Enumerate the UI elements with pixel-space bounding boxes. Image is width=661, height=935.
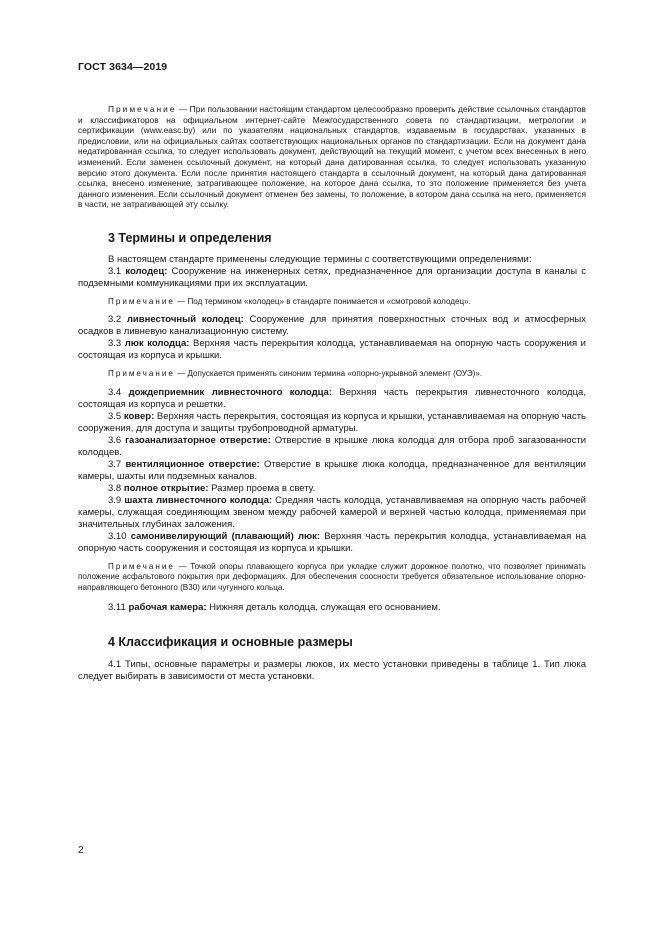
- term-3-1: [78, 266, 586, 290]
- term-definition: Верхняя часть перекрытия, состоящая из корпуса и крышки, устанавливаемая на опорную часть сооружения, для доступа и защиты трубопроводной арматуры.: [78, 410, 586, 434]
- term-number: 3.6: [108, 434, 126, 446]
- section-4-title: 4 Классификация и основные размеры: [108, 634, 353, 649]
- term-3-4: [78, 387, 586, 411]
- term-3-6: [78, 435, 586, 459]
- term-number: 3.1: [108, 265, 126, 277]
- note-label: Примечание: [108, 561, 175, 571]
- page-number: 2: [78, 845, 84, 856]
- term-number: 3.11: [108, 601, 129, 613]
- term-definition: Средняя часть колодца, устанавливаемая на опорную часть рабочей камеры, служащая соединяющим звеном между рабочей камерой и верхней частью колодца, применяемая при значительных глубинах заложения.: [78, 494, 586, 530]
- term-name: дождеприемник ливнесточного колодца:: [128, 386, 332, 398]
- term-number: 3.8: [108, 482, 124, 494]
- term-3-11: [78, 602, 586, 614]
- term-name: газоанализаторное отверстие:: [125, 434, 271, 446]
- term-definition: Отверстие в крышке люка колодца для отбора проб загазованности колодцев.: [78, 434, 586, 458]
- term-name: колодец:: [125, 265, 168, 277]
- document-code-header: ГОСТ 3634—2019: [78, 61, 168, 73]
- term-name: самонивелирующий (плавающий) люк:: [130, 530, 321, 542]
- note-3-10: [78, 562, 586, 593]
- term-3-9: [78, 495, 586, 531]
- term-definition: Нижняя деталь колодца, служащая его основанием.: [206, 601, 441, 613]
- term-number: 3.2: [108, 314, 127, 326]
- term-number: 3.3: [108, 338, 125, 350]
- term-name: люк колодца:: [124, 338, 190, 350]
- term-3-7: [78, 459, 586, 483]
- term-definition: Сооружение для принятия поверхностных сточных вод и атмосферных осадков в ливневую канализационную систему.: [78, 314, 586, 338]
- paragraph-4-1: 4.1 Типы, основные параметры и размеры люков, их место установки приведены в таблице 1. Тип люка следует выбирать в зависимости от места установки.: [78, 658, 586, 682]
- note-3-3: [78, 369, 586, 379]
- page-content: [78, 104, 586, 683]
- note-text: — Точкой опоры плавающего корпуса при укладке служит дорожное полотно, что позволяет принимать положение асфальтового покрытия при деформациях. Для обеспечения соосности требуется обязательное использование опорно-направляющего бетонного (B30) или чугунного кольца.: [78, 561, 586, 592]
- term-definition: Верхняя часть перекрытия ливнесточного колодца, состоящая из корпуса и решетки.: [78, 386, 586, 410]
- section-3-intro: В настоящем стандарте применены следующие термины с соответствующими определениями:: [108, 253, 532, 265]
- term-number: 3.5: [108, 410, 124, 422]
- term-definition: Сооружение на инженерных сетях, предназначенное для организации доступа в каналы с подземными коммуникациями при их эксплуатации.: [78, 265, 586, 289]
- term-definition: Размер проема в свету.: [208, 482, 316, 494]
- note-label: Примечание: [108, 296, 175, 306]
- term-number: 3.4: [108, 386, 129, 398]
- term-name: ливнесточный колодец:: [126, 314, 244, 326]
- term-name: шахта ливнесточного колодца:: [124, 494, 273, 506]
- term-definition: Отверстие в крышке люка колодца, предназначенное для вентиляции камеры, шахты или подземных каналов.: [78, 458, 586, 482]
- note-text: — При пользовании настоящим стандартом целесообразно проверить действие ссылочных стандартов и классификаторов на официальном интернет-сайте Межгосударственного совета по стандартизации, метрологии и сертификации (www.easc.by) или по указателям национальных стандартов, издаваемым в государствах, указанных в предисловии, или на официальных сайтах соответствующих национальных органов по стандартизации. Если на документ дана недатированная ссылка, то следует использовать документ, действующий на текущий момент, с учетом всех внесенных в него изменений. Если заменен ссылочный документ, на который дана датированная ссылка, то следует использовать указанную версию этого документа. Если после принятия настоящего стандарта в ссылочный документ, на который дана датированная ссылка, внесено изменение, затрагивающее положение, на которое дана ссылка, то это положение применяется без учета данного изменения. Если ссылочный документ отменен без замены, то положение, в котором дана ссылка на него, применяется в части, не затрагивающей эту ссылку.: [78, 104, 586, 210]
- note-label: Примечание: [108, 369, 175, 379]
- term-number: 3.7: [108, 458, 126, 470]
- term-3-8: [78, 483, 586, 495]
- term-3-10: [78, 531, 586, 555]
- intro-note: [78, 104, 586, 210]
- note-text: — Под термином «колодец» в стандарте понимается и «смотровой колодец».: [174, 296, 471, 306]
- note-text: — Допускается применять синоним термина «опорно-укрывной элемент (ОУЭ)».: [174, 369, 483, 379]
- term-3-5: [78, 411, 586, 435]
- note-label: Примечание: [108, 104, 177, 114]
- term-name: ковер:: [123, 410, 155, 422]
- term-definition: Верхняя часть перекрытия колодца, устанавливаемая на опорную часть сооружения и состоящая из корпуса и крышки.: [78, 338, 586, 362]
- term-name: рабочая камера:: [128, 601, 207, 613]
- term-definition: Верхняя часть перекрытия колодца, устанавливаемая на опорную часть сооружения и состоящая из корпуса и крышки.: [78, 530, 586, 554]
- term-name: полное открытие:: [123, 482, 209, 494]
- term-number: 3.9: [108, 494, 125, 506]
- term-3-3: [78, 338, 586, 362]
- section-3-title: 3 Термины и определения: [108, 230, 272, 245]
- term-3-2: [78, 314, 586, 338]
- term-number: 3.10: [108, 530, 131, 542]
- note-3-1: [78, 297, 586, 307]
- term-name: вентиляционное отверстие:: [125, 458, 260, 470]
